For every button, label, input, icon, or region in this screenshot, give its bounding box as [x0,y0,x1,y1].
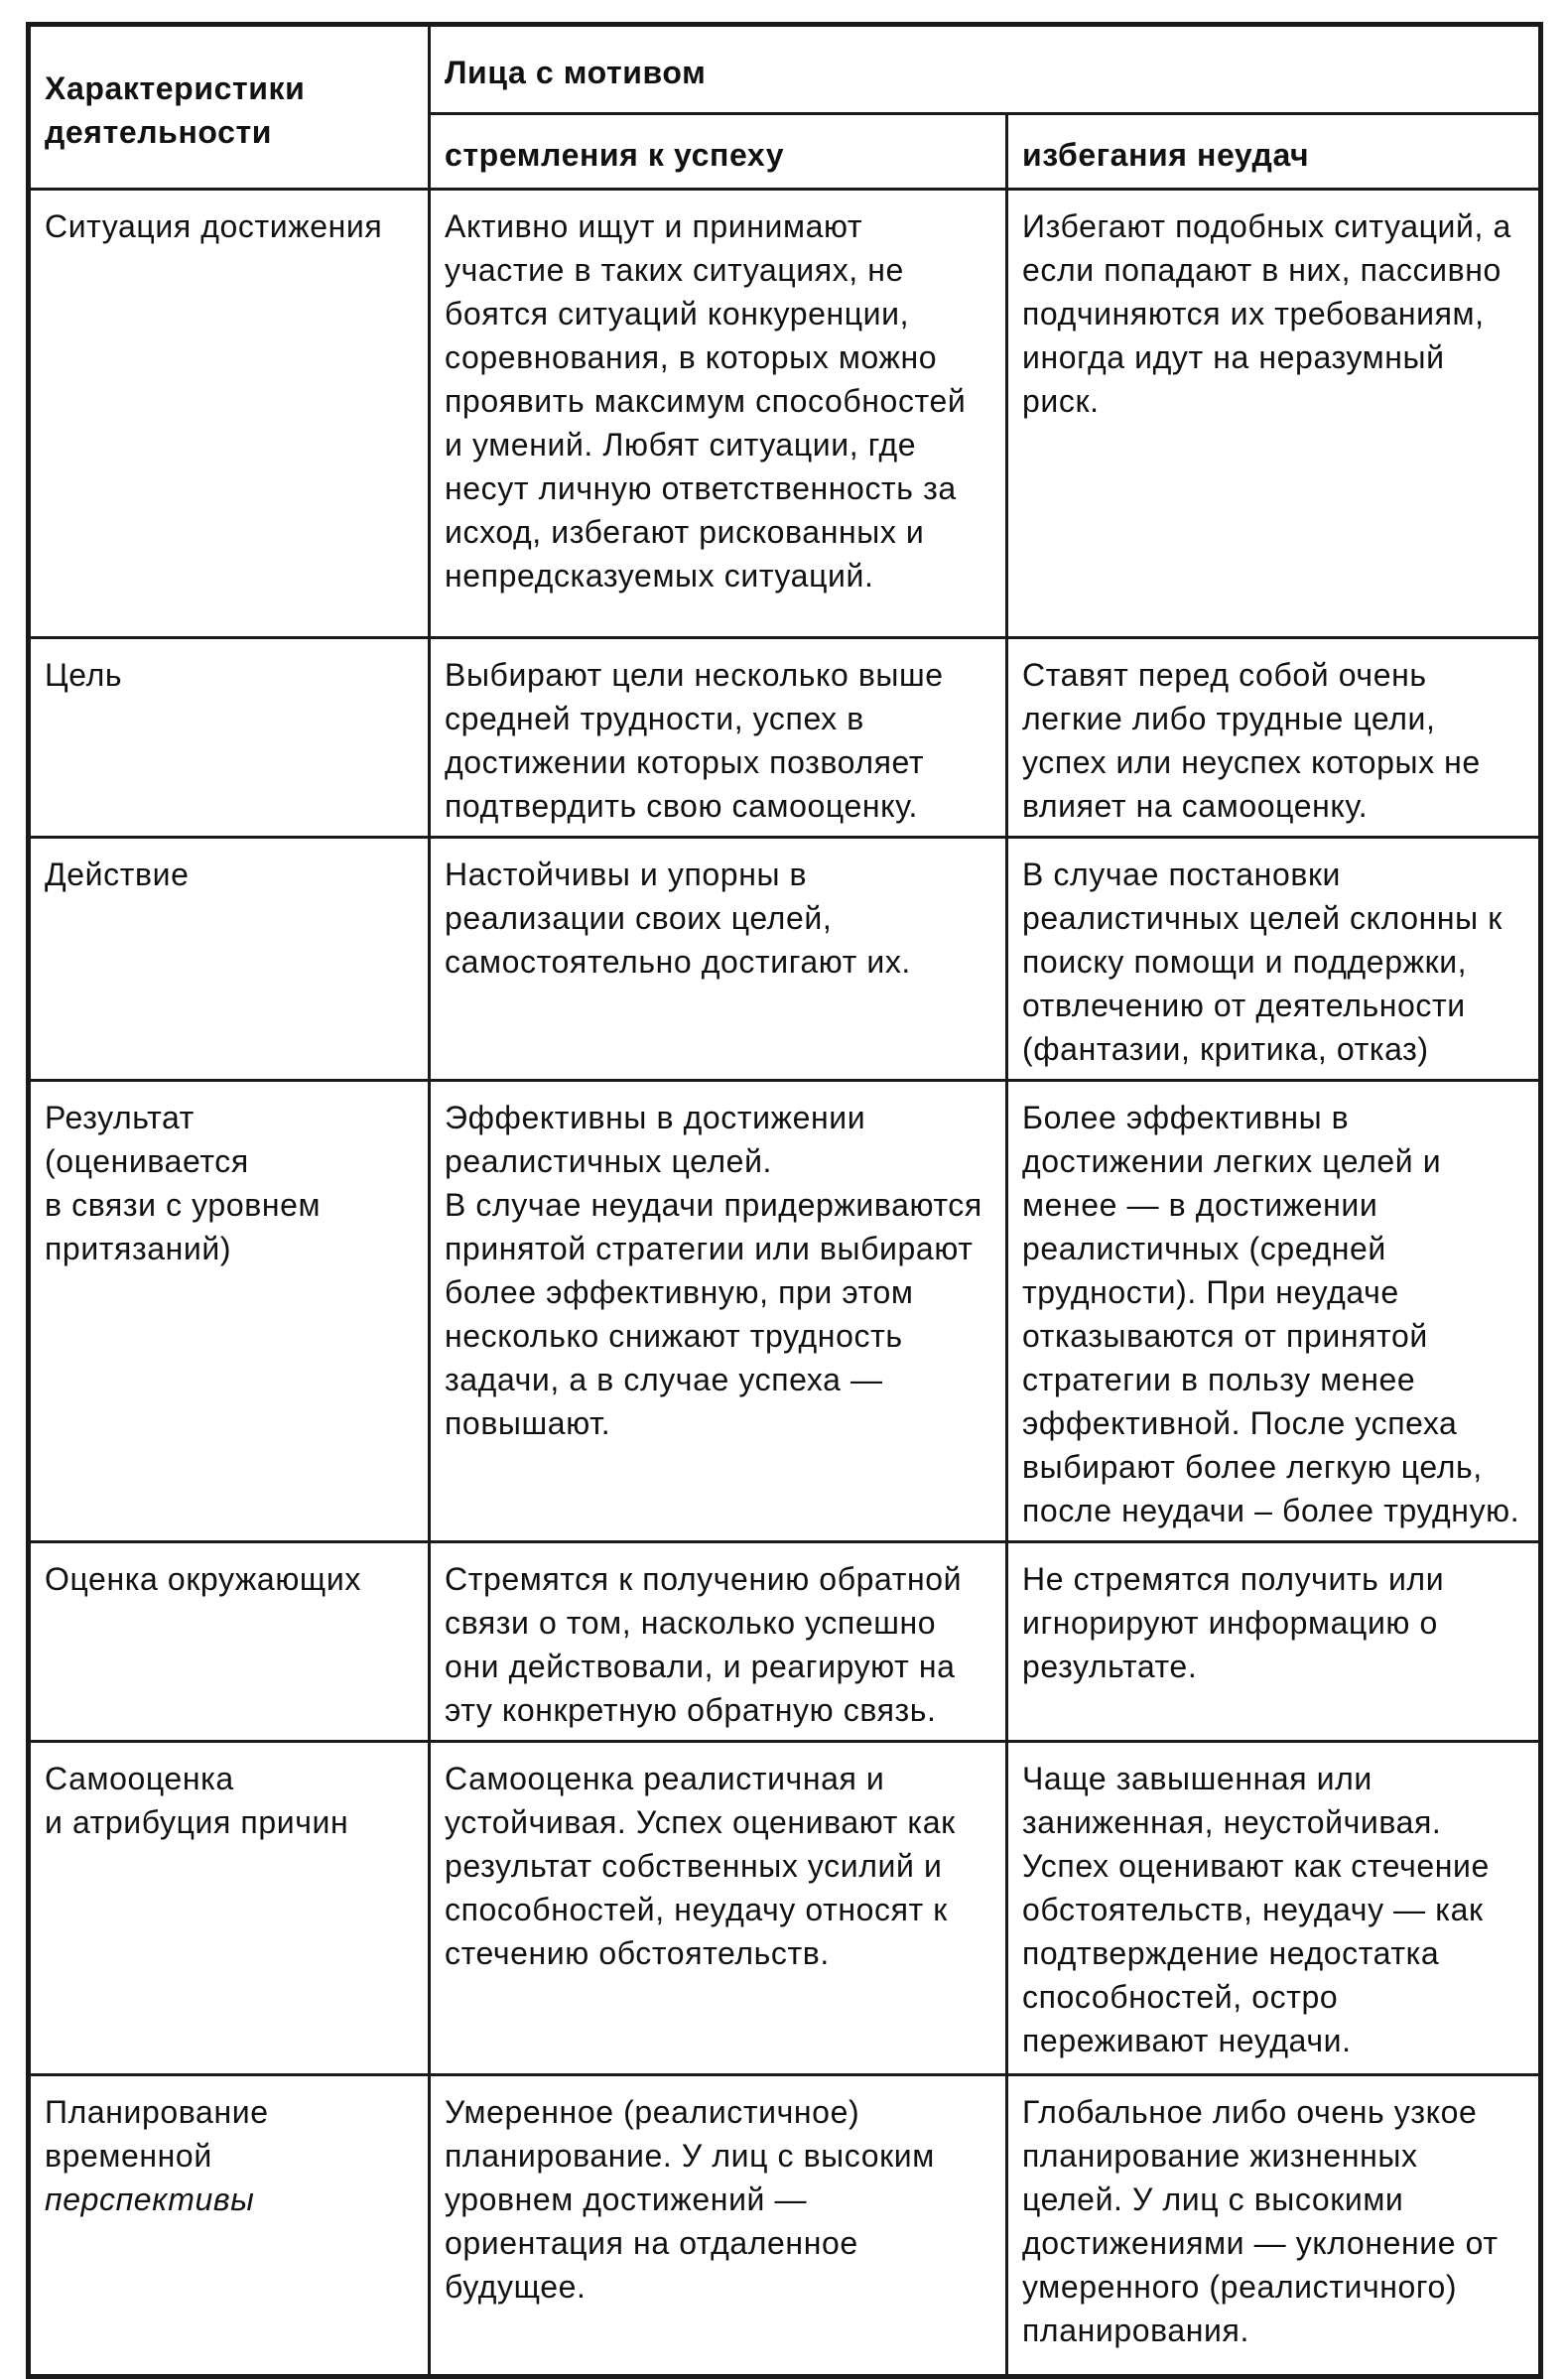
row-characteristic [29,1081,430,1542]
row-characteristic: Оценка окружающих [29,1542,430,1742]
row-success-cell: Выбирают цели несколько выше средней трудности, успех в достижении которых позволяет подтвердить свою самооценку. [430,638,1007,838]
characteristic-line: (оценивается [45,1143,249,1179]
table-row [29,2075,1541,2377]
characteristic-line: притязаний) [45,1231,232,1266]
row-success-cell: Активно ищут и принимают участие в таких ситуациях, не боятся ситуаций конкуренции, соревнования, в которых можно проявить максимум способностей и умений. Любят ситуации, где несут личную ответственность за исход, избегают рискованных и непредсказуемых ситуаций. [430,190,1007,638]
row-characteristic [29,1742,430,2075]
table-header-row [29,25,1541,114]
row-avoidance-cell: Более эффективны в достижении легких целей и менее — в достижении реалистичных (средней трудности). При неудаче отказываются от принятой стратегии в пользу менее эффективной. После успеха выбирают более легкую цель, после неудачи – более трудную. [1007,1081,1541,1542]
row-avoidance-cell: В случае постановки реалистичных целей склонны к поиску помощи и поддержки, отвлечению от деятельности (фантазии, критика, отказ) [1007,838,1541,1081]
row-avoidance-cell: Не стремятся получить или игнорируют информацию о результате. [1007,1542,1541,1742]
row-characteristic: Цель [29,638,430,838]
table-row [29,1542,1541,1742]
row-characteristic: Действие [29,838,430,1081]
row-avoidance-cell: Избегают подобных ситуаций, а если попадают в них, пассивно подчиняются их требованиям, иногда идут на неразумный риск. [1007,190,1541,638]
header-avoidance-motive: избегания неудач [1007,114,1541,190]
table-row [29,1081,1541,1542]
characteristic-line: Самооценка [45,1761,234,1796]
characteristic-line: в связи с уровнем [45,1187,322,1223]
header-characteristics: Характеристики деятельности [29,25,430,190]
table-row [29,190,1541,638]
table-row [29,1742,1541,2075]
characteristic-line: перспективы [45,2181,255,2217]
row-avoidance-cell: Чаще завышенная или заниженная, неустойчивая. Успех оценивают как стечение обстоятельств, неудачу — как подтверждение недостатка способностей, остро переживают неудачи. [1007,1742,1541,2075]
success-paragraph: Эффективны в достижении реалистичных целей. [445,1100,866,1179]
characteristic-line: временной [45,2138,212,2174]
row-characteristic: Ситуация достижения [29,190,430,638]
row-success-cell [430,1081,1007,1542]
success-paragraph: В случае неудачи придерживаются принятой стратегии или выбирают более эффективную, при этом несколько снижают трудность задачи, а в случае успеха — повышают. [445,1187,982,1441]
table-row [29,638,1541,838]
row-avoidance-cell: Глобальное либо очень узкое планирование жизненных целей. У лиц с высокими достижениями — уклонение от умеренного (реалистичного) планирования. [1007,2075,1541,2377]
characteristic-line: Планирование [45,2094,269,2130]
motivation-table-page [26,22,1538,2348]
characteristic-line: Результат [45,1100,195,1135]
characteristic-line: и атрибуция причин [45,1804,349,1840]
row-success-cell: Настойчивы и упорны в реализации своих целей, самостоятельно достигают их. [430,838,1007,1081]
header-persons-with-motive: Лица с мотивом [430,25,1541,114]
row-characteristic [29,2075,430,2377]
row-success-cell: Стремятся к получению обратной связи о том, насколько успешно они действовали, и реагируют на эту конкретную обратную связь. [430,1542,1007,1742]
motivation-comparison-table [26,22,1543,2379]
row-avoidance-cell: Ставят перед собой очень легкие либо трудные цели, успех или неуспех которых не влияет на самооценку. [1007,638,1541,838]
row-success-cell: Самооценка реалистичная и устойчивая. Успех оценивают как результат собственных усилий и способностей, неудачу относят к стечению обстоятельств. [430,1742,1007,2075]
row-success-cell: Умеренное (реалистичное) планирование. У лиц с высоким уровнем достижений — ориентация на отдаленное будущее. [430,2075,1007,2377]
table-row [29,838,1541,1081]
header-success-motive: стремления к успеху [430,114,1007,190]
